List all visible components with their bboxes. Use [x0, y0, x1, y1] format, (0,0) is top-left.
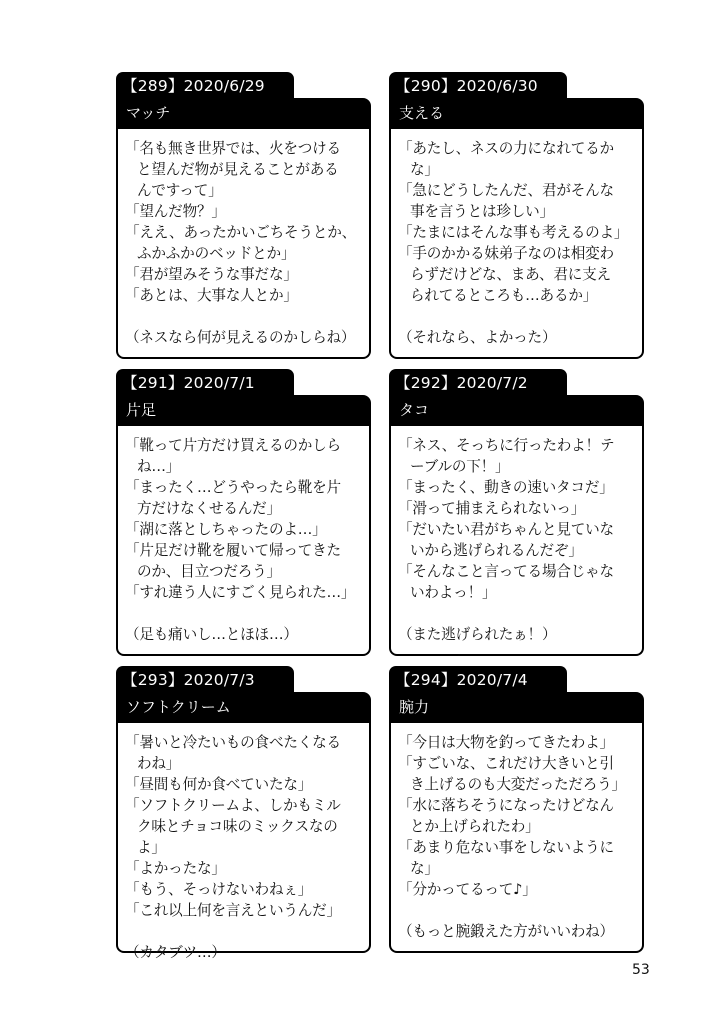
- entry-number-date: 【293】2020/7/3: [116, 666, 294, 694]
- entry-title: 腕力: [389, 692, 644, 723]
- dialogue-line: 「片足だけ靴を履いて帰ってきた: [125, 542, 341, 559]
- dialogue-line: 「急にどうしたんだ、君がそんな: [398, 182, 614, 199]
- dialogue-line: ーブルの下！」: [410, 458, 510, 475]
- dialogue-line: 「水に落ちそうになったけどなん: [398, 797, 614, 814]
- dialogue-line: 「名も無き世界では、火をつける: [125, 140, 341, 157]
- entry-body: [116, 129, 371, 359]
- dialogue-line: 「すごいな、これだけ大きいと引: [398, 755, 614, 772]
- dialogue-line: 事を言うとは珍しい」: [410, 203, 554, 220]
- dialogue-line: 「まったく…どうやったら靴を片: [125, 479, 341, 496]
- dialogue-line: 「分かってるって♪」: [398, 881, 537, 898]
- entry-title: ソフトクリーム: [116, 692, 371, 723]
- entry-body: [116, 426, 371, 656]
- dialogue-line: （足も痛いし…とほほ…）: [125, 626, 298, 643]
- dialogue-line: らずだけどな、まあ、君に支え: [410, 266, 611, 283]
- entry-title: 支える: [389, 98, 644, 129]
- dialogue-line: き上げるのも大変だっただろう」: [410, 776, 626, 793]
- dialogue-line: ね…」: [137, 458, 181, 475]
- dialogue-line: （ネスなら何が見えるのかしらね）: [125, 329, 356, 346]
- dialogue-line: [125, 603, 369, 624]
- entry-number-date: 【292】2020/7/2: [389, 369, 567, 397]
- dialogue-line: 「あとは、大事な人とか」: [125, 287, 298, 304]
- dialogue-line: 「昼間も何か食べていたな」: [125, 776, 313, 793]
- entry-title: タコ: [389, 395, 644, 426]
- page-number: 53: [632, 962, 650, 978]
- dialogue-line: 「滑って捕まえられないっ」: [398, 500, 586, 517]
- dialogue-line: 「望んだ物？」: [125, 203, 226, 220]
- dialogue-line: 「ソフトクリームよ、しかもミル: [125, 797, 341, 814]
- dialogue-line: 「もう、そっけないわねぇ」: [125, 881, 313, 898]
- dialogue-line: られてるところも…あるか」: [410, 287, 598, 304]
- dialogue-line: 「あまり危ない事をしないように: [398, 839, 614, 856]
- dialogue-line: [398, 900, 642, 921]
- dialogue-line: な」: [410, 860, 439, 877]
- dialogue-line: のか、目立つだろう」: [137, 563, 281, 580]
- dialogue-line: 「あたし、ネスの力になれてるか: [398, 140, 614, 157]
- dialogue-line: 「そんなこと言ってる場合じゃな: [398, 563, 614, 580]
- dialogue-line: [125, 306, 369, 327]
- entry-number-date: 【294】2020/7/4: [389, 666, 567, 694]
- dialogue-line: 「これ以上何を言えというんだ」: [125, 902, 341, 919]
- dialogue-line: 「よかったな」: [125, 860, 226, 877]
- dialogue-line: （もっと腕鍛えた方がいいわね）: [398, 923, 614, 940]
- dialogue-line: 「すれ違う人にすごく見られた…」: [125, 584, 356, 601]
- dialogue-line: （それなら、よかった）: [398, 329, 557, 346]
- dialogue-line: 方だけなくせるんだ」: [137, 500, 281, 517]
- dialogue-line: よ」: [137, 839, 166, 856]
- dialogue-line: 「今日は大物を釣ってきたわよ」: [398, 734, 614, 751]
- entry-title: マッチ: [116, 98, 371, 129]
- dialogue-line: いわよっ！」: [410, 584, 497, 601]
- dialogue-line: わね」: [137, 755, 181, 772]
- entry-body: [389, 129, 644, 359]
- dialogue-line: な」: [410, 161, 439, 178]
- entry-number-date: 【289】2020/6/29: [116, 72, 294, 100]
- entry-card: [116, 72, 371, 359]
- dialogue-line: とか上げられたわ」: [410, 818, 540, 835]
- dialogue-line: ク味とチョコ味のミックスなの: [137, 818, 338, 835]
- entry-card: [389, 72, 644, 359]
- dialogue-line: 「君が望みそうな事だな」: [125, 266, 298, 283]
- entry-title: 片足: [116, 395, 371, 426]
- dialogue-line: 「ネス、そっちに行ったわよ！テ: [398, 437, 615, 454]
- dialogue-line: 「暑いと冷たいもの食べたくなる: [125, 734, 341, 751]
- entry-body: [116, 723, 371, 961]
- dialogue-line: ふかふかのベッドとか」: [137, 245, 296, 262]
- dialogue-line: [398, 306, 642, 327]
- dialogue-line: 「ええ、あったかいごちそうとか、: [125, 224, 357, 241]
- dialogue-line: 「まったく、動きの速いタコだ」: [398, 479, 614, 496]
- dialogue-line: いから逃げられるんだぞ」: [410, 542, 583, 559]
- dialogue-line: と望んだ物が見えることがある: [137, 161, 339, 178]
- dialogue-line: 「たまにはそんな事も考えるのよ」: [398, 224, 629, 241]
- entry-card: [389, 666, 644, 953]
- dialogue-line: （カタブツ…）: [125, 944, 226, 961]
- dialogue-line: 「だいたい君がちゃんと見ていな: [398, 521, 614, 538]
- entry-card: [389, 369, 644, 656]
- dialogue-line: [125, 921, 369, 942]
- entry-number-date: 【290】2020/6/30: [389, 72, 567, 100]
- dialogue-line: [398, 603, 642, 624]
- dialogue-line: （また逃げられたぁ！）: [398, 626, 557, 643]
- dialogue-line: 「靴って片方だけ買えるのかしら: [125, 437, 341, 454]
- entry-body: [389, 426, 644, 656]
- entry-number-date: 【291】2020/7/1: [116, 369, 294, 397]
- entry-card: [116, 666, 371, 961]
- entry-body: [389, 723, 644, 953]
- dialogue-line: んですって」: [137, 182, 223, 199]
- dialogue-line: 「手のかかる妹弟子なのは相変わ: [398, 245, 614, 262]
- dialogue-line: 「湖に落としちゃったのよ…」: [125, 521, 327, 538]
- entry-card: [116, 369, 371, 656]
